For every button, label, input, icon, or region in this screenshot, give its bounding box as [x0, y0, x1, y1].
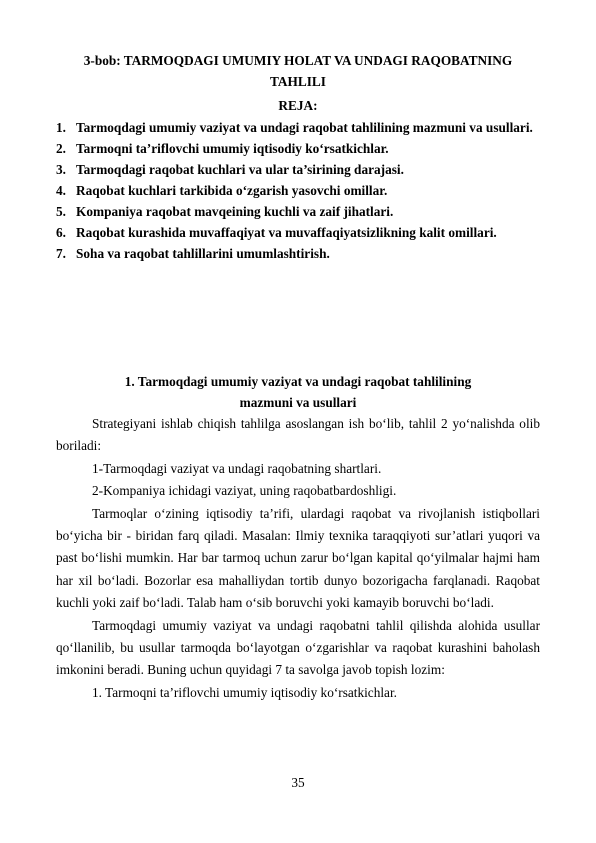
plan-item-text: Raqobat kurashida muvaffaqiyat va muvaffaqiyatsizlikning kalit omillari. — [76, 225, 497, 240]
paragraph: Strategiyani ishlab chiqish tahlilga asoslangan ish bo‘lib, tahlil 2 yo‘nalishda olib boriladi: — [56, 416, 540, 454]
plan-item-text: Tarmoqdagi raqobat kuchlari va ular ta’sirining darajasi. — [76, 162, 404, 177]
plan-item-text: Soha va raqobat tahlillarini umumlashtirish. — [76, 246, 330, 261]
plan-item-text: Raqobat kuchlari tarkibida o‘zgarish yasovchi omillar. — [76, 183, 388, 198]
plan-item-number: 3. — [56, 162, 66, 177]
plan-item-number: 5. — [56, 204, 66, 219]
plan-item — [56, 138, 540, 159]
plan-item-number: 7. — [56, 246, 66, 261]
plan-item-text: Tarmoqdagi umumiy vaziyat va undagi raqobat tahlilining mazmuni va usullari. — [76, 120, 533, 135]
plan-item — [56, 201, 540, 222]
chapter-title — [56, 50, 540, 92]
body-text — [56, 413, 540, 704]
plan-item-number: 6. — [56, 225, 66, 240]
paragraph: 2-Kompaniya ichidagi vaziyat, uning raqobatbardoshligi. — [92, 483, 397, 499]
paragraph: Tarmoqlar o‘zining iqtisodiy ta’rifi, ulardagi raqobat va rivojlanish istiqbollari bo‘yicha bir - biridan farq qiladi. Masalan: Ilmiy texnika taraqqiyoti sur’atlari yuqori va past bo‘lishi mumkin. Har bar tarmoq uchun zarur bo‘lgan kapital qo‘yilmalar hajmi ham har xil bo‘ladi. Bozorlar esa mahalliydan tortib dunyo bozorigacha farqlanadi. Raqobat kuchli yoki zaif bo‘ladi. Talab ham o‘sib boruvchi yoki kamayib boruvchi bo‘ladi. — [56, 505, 540, 611]
plan-list — [56, 117, 540, 264]
plan-item-number: 2. — [56, 141, 66, 156]
chapter-title-line-1: 3-bob: TARMOQDAGI UMUMIY HOLAT VA UNDAGI RAQOBATNING — [83, 53, 513, 68]
section-title-line-1: 1. Tarmoqdagi umumiy vaziyat va undagi raqobat tahlilining — [124, 374, 472, 389]
paragraph: 1-Tarmoqdagi vaziyat va undagi raqobatning shartlari. — [92, 460, 382, 476]
plan-item-number: 1. — [56, 120, 66, 135]
plan-item — [56, 159, 540, 180]
plan-item — [56, 180, 540, 201]
plan-item — [56, 243, 540, 264]
paragraph: Tarmoqdagi umumiy vaziyat va undagi raqobatni tahlil qilishda alohida usullar qo‘llanilib, bu usullar tarmoqda bo‘layotgan o‘zgarishlar va raqobat kurashini baholash imkonini beradi. Buning uchun quyidagi 7 ta savolga javob topish lozim: — [56, 617, 540, 678]
chapter-title-line-2: TAHLILI — [270, 74, 326, 89]
section-title-line-2: mazmuni va usullari — [239, 395, 357, 410]
plan-item — [56, 222, 540, 243]
plan-item-text: Kompaniya raqobat mavqeining kuchli va zaif jihatlari. — [76, 204, 394, 219]
paragraph: 1. Tarmoqni ta’riflovchi umumiy iqtisodiy ko‘rsatkichlar. — [92, 684, 397, 700]
page-number: 35 — [291, 775, 305, 790]
plan-item — [56, 117, 540, 138]
plan-item-text: Tarmoqni ta’riflovchi umumiy iqtisodiy ko‘rsatkichlar. — [76, 141, 389, 156]
plan-item-number: 4. — [56, 183, 66, 198]
section-title — [56, 371, 540, 413]
plan-heading: REJA: — [278, 98, 318, 113]
